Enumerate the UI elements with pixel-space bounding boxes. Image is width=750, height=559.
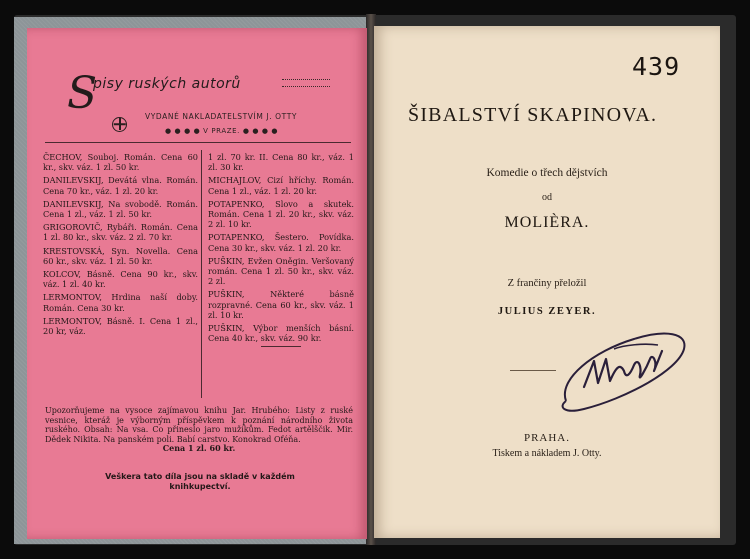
short-rule (510, 370, 556, 371)
imprint-city: PRAHA. (523, 432, 571, 444)
catalog-entry: LERMONTOV, Hrdina naší doby. Román. Cena 30 kr. (43, 292, 198, 313)
header-rule (45, 142, 351, 143)
translation-credit: Z frančiny přeložil (507, 278, 587, 289)
availability-note: Veškera tato díla jsou na skladě v každém knihkupectví. (105, 472, 295, 491)
series-title: pisy ruských autorů (93, 76, 241, 92)
city-text: V PRAZE. (203, 127, 240, 135)
catalog-entry: LERMONTOV, Básně. I. Cena 1 zl., 20 kr, váz. (43, 315, 198, 337)
by-line: od (542, 192, 552, 203)
series-ornament (282, 79, 330, 87)
handwritten-signature (554, 309, 694, 419)
catalog-entry: DANILEVSKIJ, Na svobodě. Román. Cena 1 zl., váz. 1 zl. 50 kr. (43, 198, 198, 220)
book-title: ŠIBALSTVÍ SKAPINOVA. (408, 104, 658, 126)
catalog-entry: PUŠKIN, Výbor menších básní. Cena 40 kr., skv. váz. 90 kr. (208, 323, 354, 344)
catalog-entry: KOLCOV, Básně. Cena 90 kr., skv. váz. 1 zl. 40 kr. (43, 269, 198, 290)
dots-ornament: ● ● ● ● (165, 127, 204, 135)
catalog-entry: GRIGOROVIČ, Rybáři. Román. Cena 1 zl. 80 kr., skv. váz. 2 zl. 70 kr. (43, 222, 198, 243)
book-notice (45, 406, 353, 454)
dots-ornament: ● ● ● ● (240, 127, 279, 135)
catalog-entry: POTAPENKO, Slovo a skutek. Román. Cena 1 zl. 20 kr., skv. váz. 2 zl. 10 kr. (208, 198, 354, 230)
title-page (374, 26, 720, 538)
notice-text: Upozorňujeme na vysoce zajímavou knihu Jar. Hrubého: Listy z ruské vesnice, kteráž je výborným příspěvkem k poznání národního života ruského. Obsah: Na vsa. Co přineslo jaro mužíkům. Fedot artělščik. Mir. Dědek Nikita. Na panském poli. Babí carstvo. Konokrad Oféňa. (45, 406, 353, 444)
catalog-column-right (208, 152, 354, 350)
catalog-column-left (43, 152, 198, 339)
column-divider (201, 150, 202, 398)
catalog-entry: DANILEVSKIJ, Devátá vlna. Román. Cena 70 kr., váz. 1 zl. 20 kr. (43, 175, 198, 196)
book-subtitle: Komedie o třech dějstvích (486, 167, 608, 179)
catalog-entry: KRESTOVSKÁ, Syn. Novella. Cena 60 kr., skv. váz. 1 zl. 50 kr. (43, 245, 198, 266)
series-initial: S (67, 68, 98, 119)
catalog-entry: 1 zl. 70 kr. II. Cena 80 kr., váz. 1 zl. 30 kr. (208, 152, 354, 173)
catalog-entry: POTAPENKO, Šestero. Povídka. Cena 30 kr., skv. váz. 1 zl. 20 kr. (208, 232, 354, 253)
notice-price: Cena 1 zl. 60 kr. (162, 443, 236, 454)
catalog-entry: PUŠKIN, Některé básně rozpravné. Cena 60 kr., skv. váz. 1 zl. 10 kr. (208, 289, 354, 320)
catalog-entry: PUŠKIN, Evžen Oněgin. Veršovaný román. Cena 1 zl. 50 kr., skv. váz. 2 zl. (208, 255, 354, 287)
publisher-line: VYDANÉ NAKLADATELSTVÍM J. OTTY (145, 112, 298, 121)
left-endpaper-page (27, 28, 367, 539)
volume-number: 439 (632, 52, 681, 81)
imprint-printer: Tiskem a nákladem J. Otty. (492, 448, 602, 459)
catalog-entry: MICHAJLOV, Cizí hříchy. Román. Cena 1 zl., váz. 1 zl. 20 kr. (208, 175, 354, 196)
city-line (165, 127, 278, 135)
entry-separator (261, 346, 301, 347)
wheel-ornament-icon (112, 117, 127, 132)
catalog-entry: ČECHOV, Souboj. Román. Cena 60 kr., skv. váz. 1 zl. 50 kr. (43, 152, 198, 173)
author-name: MOLIÈRA. (504, 214, 590, 231)
translator-name: JULIUS ZEYER. (497, 306, 597, 317)
